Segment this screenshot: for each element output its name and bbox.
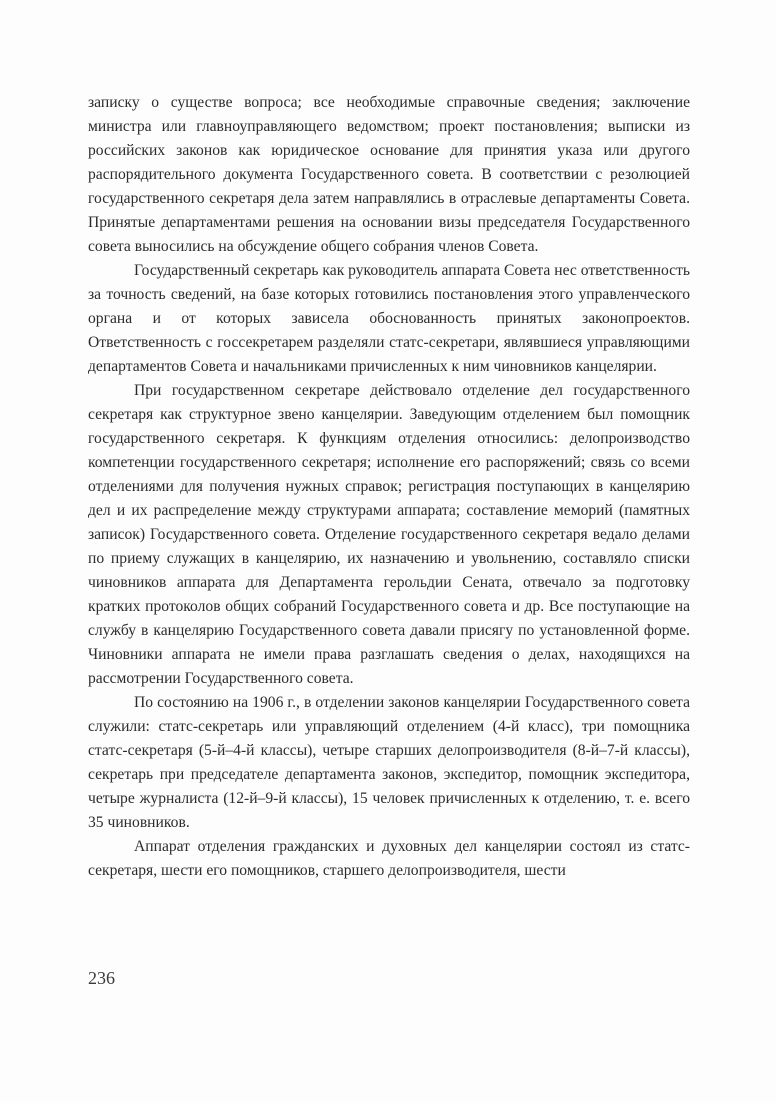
paragraph-2: Государственный секретарь как руководитель аппарата Совета нес ответственность за точность сведений, на базе которых готовились постановления этого управленческого органа и от которых зависела обоснованность принятых законопроектов. Ответственность с госсекретарем разделяли статс-секретари, являвшиеся управляющими департаментов Совета и начальниками причисленных к ним чиновников канцелярии. [88, 262, 690, 375]
paragraph-1: записку о существе вопроса; все необходимые справочные сведения; заключение министра или главноуправляющего ведомством; проект постановления; выписки из российских законов как юридическое основание для принятия указа или другого распорядительного документа Государственного совета. В соответствии с резолюцией государственного секретаря дела затем направлялись в отраслевые департаменты Совета. Принятые департаментами решения на основании визы председателя Государственного совета выносились на обсуждение общего собрания членов Совета. [88, 94, 690, 255]
paragraph-5: Аппарат отделения гражданских и духовных дел канцелярии состоял из статс-секретаря, шести его помощников, старшего делопроизводителя, шести [88, 838, 690, 879]
paragraph-3: При государственном секретаре действовало отделение дел государственного секретаря как структурное звено канцелярии. Заведующим отделением был помощник государственного секретаря. К функциям отделения относились: делопроизводство компетенции государственного секретаря; исполнение его распоряжений; связь со всеми отделениями для получения нужных справок; регистрация поступающих в канцелярию дел и их распределение между структурами аппарата; составление меморий (памятных записок) Государственного совета. Отделение государственного секретаря ведало делами по приему служащих в канцелярию, их назначению и увольнению, составляло списки чиновников аппарата для Департамента герольдии Сената, отвечало за подготовку кратких протоколов общих собраний Государственного совета и др. Все поступающие на службу в канцелярию Государственного совета давали присягу по установленной форме. Чиновники аппарата не имели права разглашать сведения о делах, находящихся на рассмотрении Государственного совета. [88, 382, 690, 687]
paragraph-4: По состоянию на 1906 г., в отделении законов канцелярии Государственного совета служили: статс-секретарь или управляющий отделением (4-й класс), три помощника статс-секретаря (5-й–4-й классы), четыре старших делопроизводителя (8-й–7-й классы), секретарь при председателе департамента законов, экспедитор, помощник экспедитора, четыре журналиста (12-й–9-й классы), 15 человек причисленных к отделению, т. е. всего 35 чиновников. [88, 694, 690, 831]
body-text [88, 91, 690, 883]
page-number: 236 [88, 968, 115, 988]
